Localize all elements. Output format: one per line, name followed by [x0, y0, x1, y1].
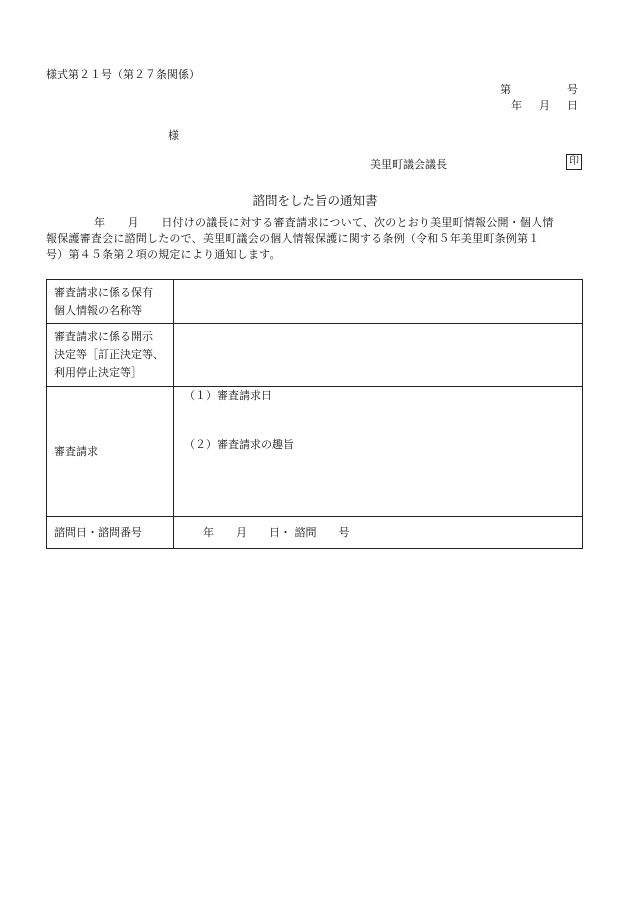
seal-mark: 印: [566, 154, 582, 170]
row-label-disclosure-decision: 審査請求に係る開示 決定等［訂正決定等、 利用停止決定等］: [47, 324, 174, 387]
body-line: 号）第４５条第２項の規定により通知します。: [46, 248, 281, 261]
table-row-inquiry-date-number: [47, 517, 583, 549]
table-row-review-request: [47, 387, 583, 517]
inquiry-date-number-field[interactable]: 年 月 日・ 諮問 号: [174, 517, 583, 549]
row-label-inquiry-date-number: 諮問日・諮問番号: [47, 517, 174, 549]
date-day: 日: [567, 99, 578, 112]
review-request-field[interactable]: [174, 387, 583, 517]
review-request-date-item: （１）審査請求日: [184, 389, 272, 402]
row-label-review-request: 審査請求: [47, 387, 174, 517]
body-line: 報保護審査会に諮問したので、美里町議会の個人情報保護に関する条例（令和５年美里町条例第１: [46, 232, 540, 245]
sender-title: 美里町議会議長: [370, 158, 447, 171]
body-paragraph: [46, 215, 583, 263]
notice-form-table: [46, 279, 583, 549]
addressee-honorific: 様: [168, 129, 179, 142]
review-request-purpose-item: （２）審査請求の趣旨: [184, 438, 294, 451]
table-row-personal-info-name: [47, 280, 583, 324]
date-month: 月: [539, 99, 550, 112]
form-number: 様式第２１号（第２７条関係）: [46, 68, 200, 81]
disclosure-decision-field[interactable]: [174, 324, 583, 387]
document-number-line: [500, 81, 578, 97]
document-date-line: [511, 97, 578, 113]
row-label-personal-info-name: 審査請求に係る保有 個人情報の名称等: [47, 280, 174, 324]
date-year: 年: [511, 99, 522, 112]
document-title: 諮問をした旨の通知書: [252, 193, 378, 208]
body-line: 年 月 日付けの議長に対する審査請求について、次のとおり美里町情報公開・個人情: [94, 216, 554, 229]
number-suffix: 号: [567, 83, 578, 96]
table-row-disclosure-decision: [47, 324, 583, 387]
personal-info-name-field[interactable]: [174, 280, 583, 324]
number-prefix: 第: [500, 83, 511, 96]
